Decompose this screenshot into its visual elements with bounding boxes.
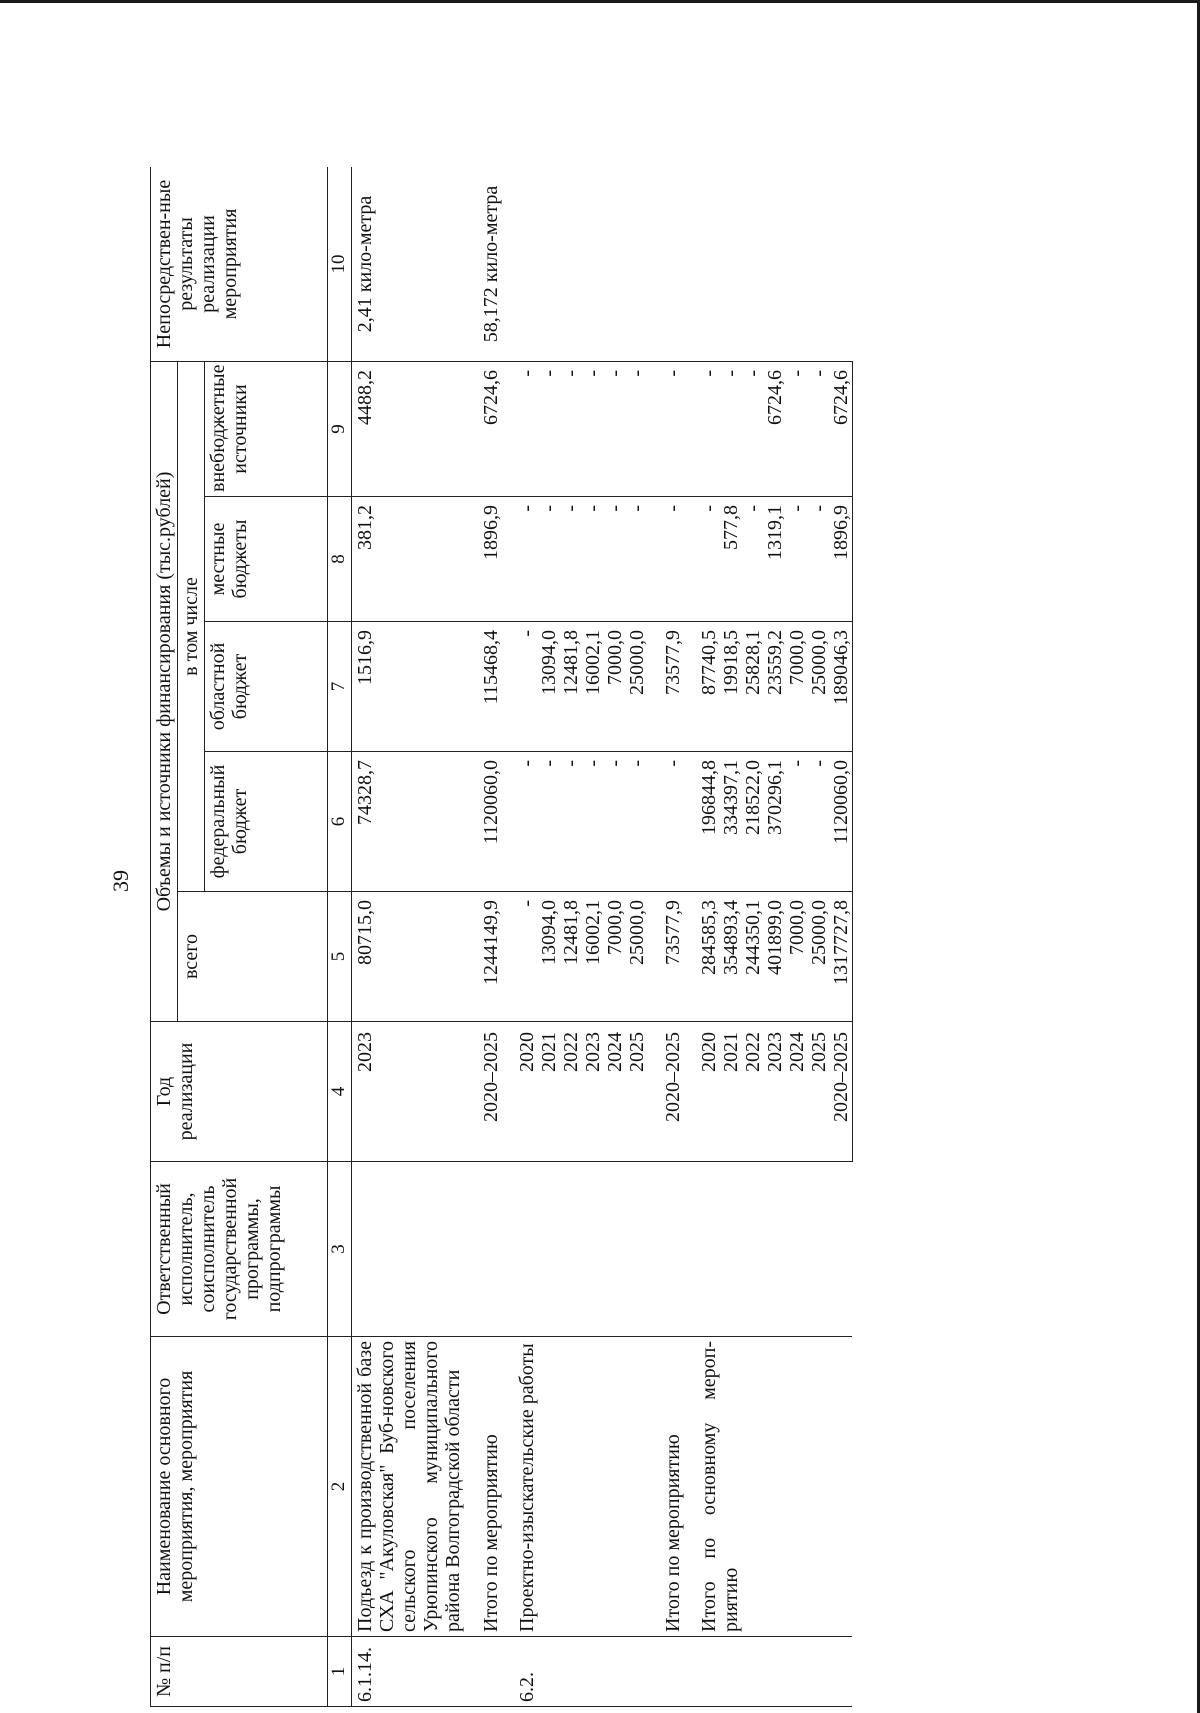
row-year: 2022 [742, 1022, 764, 1162]
row-federal: - [582, 752, 604, 892]
row-local: - [560, 497, 582, 622]
page-number: 39 [108, 870, 133, 892]
row-regional: 23559,2 [764, 622, 786, 752]
row-extra: - [626, 361, 648, 496]
header-local: местные бюджеты [205, 497, 328, 622]
header-results: Непосредствен-ные результаты реализации мероприятия [151, 167, 328, 361]
row-name: Итого по мероприятию [660, 1337, 686, 1637]
row-regional: 12481,8 [560, 622, 582, 752]
row-extra: 6724,6 [830, 361, 853, 496]
row-total: 25000,0 [808, 892, 830, 1022]
row-federal: - [626, 752, 648, 892]
col-number: 3 [328, 1162, 352, 1337]
header-extra: внебюджетные источники [205, 361, 328, 496]
row-local: 1896,9 [830, 497, 853, 622]
row-federal: - [538, 752, 560, 892]
row-extra: 6724,6 [764, 361, 786, 496]
row-regional: 13094,0 [538, 622, 560, 752]
row-regional: 7000,0 [604, 622, 626, 752]
header-including: в том числе [178, 361, 205, 891]
rotated-table-container [150, 167, 1190, 1707]
row-local: - [698, 497, 720, 622]
row-regional: 16002,1 [582, 622, 604, 752]
row-extra: - [720, 361, 742, 496]
row-no: 6.1.14. [351, 1637, 466, 1707]
row-result: 58,172 кило-метра [478, 167, 504, 361]
row-extra: 6724,6 [478, 361, 504, 496]
row-total: 80715,0 [351, 892, 466, 1022]
row-name: Подъезд к производственной базе СХА "Акуловская" Буб-новского сельского поселения Урюпинского муниципального района Волгоградской области [351, 1337, 466, 1637]
row-federal: 196844,8 [698, 752, 720, 892]
row-local: - [604, 497, 626, 622]
row-name: Проектно-изыскательские работы [516, 1337, 648, 1637]
row-year: 2024 [604, 1022, 626, 1162]
row-year: 2025 [808, 1022, 830, 1162]
row-total: 7000,0 [786, 892, 808, 1022]
row-executor [351, 1162, 466, 1337]
header-year: Год реализации [151, 1022, 328, 1162]
row-total: 1317727,8 [830, 892, 853, 1022]
row-total: 13094,0 [538, 892, 560, 1022]
row-federal: - [604, 752, 626, 892]
row-federal: - [660, 752, 686, 892]
row-total: 244350,1 [742, 892, 764, 1022]
row-year: 2023 [351, 1022, 466, 1162]
row-local: - [786, 497, 808, 622]
row-no: 6.2. [516, 1637, 648, 1707]
row-extra: 4488,2 [351, 361, 466, 496]
row-extra: - [786, 361, 808, 496]
row-result: 2,41 кило-метра [351, 167, 466, 361]
row-regional: 25828,1 [742, 622, 764, 752]
table-row [478, 167, 504, 1707]
column-numbers-row [328, 167, 352, 1707]
row-year: 2023 [582, 1022, 604, 1162]
table-row [660, 167, 686, 1707]
row-total: 354893,4 [720, 892, 742, 1022]
row-total: 284585,3 [698, 892, 720, 1022]
row-extra: - [660, 361, 686, 496]
row-federal: - [516, 752, 538, 892]
table-row [516, 167, 538, 1707]
row-year: 2020–2025 [478, 1022, 504, 1162]
row-federal: - [560, 752, 582, 892]
row-year: 2021 [720, 1022, 742, 1162]
row-local: 577,8 [720, 497, 742, 622]
header-regional: областной бюджет [205, 622, 328, 752]
row-federal: 1120060,0 [830, 752, 853, 892]
row-regional: 115468,4 [478, 622, 504, 752]
row-federal: - [786, 752, 808, 892]
row-name: Итого по мероприятию [478, 1337, 504, 1637]
row-federal: 334397,1 [720, 752, 742, 892]
row-total: 12481,8 [560, 892, 582, 1022]
row-total: 16002,1 [582, 892, 604, 1022]
row-extra: - [582, 361, 604, 496]
row-year: 2025 [626, 1022, 648, 1162]
header-federal: федеральный бюджет [205, 752, 328, 892]
row-extra: - [604, 361, 626, 496]
row-year: 2020–2025 [660, 1022, 686, 1162]
row-regional: 87740,5 [698, 622, 720, 752]
row-total: 7000,0 [604, 892, 626, 1022]
row-local: 1319,1 [764, 497, 786, 622]
row-regional: 1516,9 [351, 622, 466, 752]
col-number: 10 [328, 167, 352, 361]
row-year: 2020–2025 [830, 1022, 853, 1162]
table-row [698, 167, 720, 1707]
funding-table [150, 167, 853, 1707]
row-local: - [742, 497, 764, 622]
row-local: - [808, 497, 830, 622]
row-total: 73577,9 [660, 892, 686, 1022]
row-extra: - [538, 361, 560, 496]
table-header [151, 167, 352, 1707]
col-number: 5 [328, 892, 352, 1022]
row-federal: 1120060,0 [478, 752, 504, 892]
row-local: - [582, 497, 604, 622]
row-federal: 74328,7 [351, 752, 466, 892]
header-name: Наименование основного мероприятия, мероприятия [151, 1337, 328, 1637]
scan-top-edge [0, 0, 1200, 3]
header-total: всего [178, 892, 328, 1022]
table-body [351, 167, 852, 1707]
header-no: № п/п [151, 1637, 328, 1707]
row-name: Итого по основному мероп-риятию [698, 1337, 853, 1637]
row-year: 2020 [516, 1022, 538, 1162]
col-number: 1 [328, 1637, 352, 1707]
col-number: 4 [328, 1022, 352, 1162]
row-extra: - [808, 361, 830, 496]
row-year: 2023 [764, 1022, 786, 1162]
col-number: 9 [328, 361, 352, 496]
row-year: 2020 [698, 1022, 720, 1162]
row-regional: 25000,0 [808, 622, 830, 752]
row-extra: - [516, 361, 538, 496]
header-funding: Объемы и источники финансирования (тыс.рублей) [151, 361, 178, 1021]
row-extra: - [742, 361, 764, 496]
row-regional: 7000,0 [786, 622, 808, 752]
row-total: 25000,0 [626, 892, 648, 1022]
header-executor: Ответственный исполнитель, соисполнитель государственной программы, подпрограммы [151, 1162, 328, 1337]
row-local: - [516, 497, 538, 622]
row-total: 401899,0 [764, 892, 786, 1022]
row-year: 2021 [538, 1022, 560, 1162]
row-extra: - [698, 361, 720, 496]
row-regional: 189046,3 [830, 622, 853, 752]
row-local: - [538, 497, 560, 622]
row-federal: 370296,1 [764, 752, 786, 892]
row-federal: - [808, 752, 830, 892]
row-extra: - [560, 361, 582, 496]
row-year: 2022 [560, 1022, 582, 1162]
row-federal: 218522,0 [742, 752, 764, 892]
col-number: 6 [328, 752, 352, 892]
row-total: 1244149,9 [478, 892, 504, 1022]
row-local: 1896,9 [478, 497, 504, 622]
row-year: 2024 [786, 1022, 808, 1162]
table-row [351, 167, 466, 1707]
row-regional: 25000,0 [626, 622, 648, 752]
row-regional: 19918,5 [720, 622, 742, 752]
row-local: 381,2 [351, 497, 466, 622]
row-regional: 73577,9 [660, 622, 686, 752]
col-number: 2 [328, 1337, 352, 1637]
row-local: - [660, 497, 686, 622]
row-total: - [516, 892, 538, 1022]
col-number: 7 [328, 622, 352, 752]
col-number: 8 [328, 497, 352, 622]
row-local: - [626, 497, 648, 622]
row-regional: - [516, 622, 538, 752]
